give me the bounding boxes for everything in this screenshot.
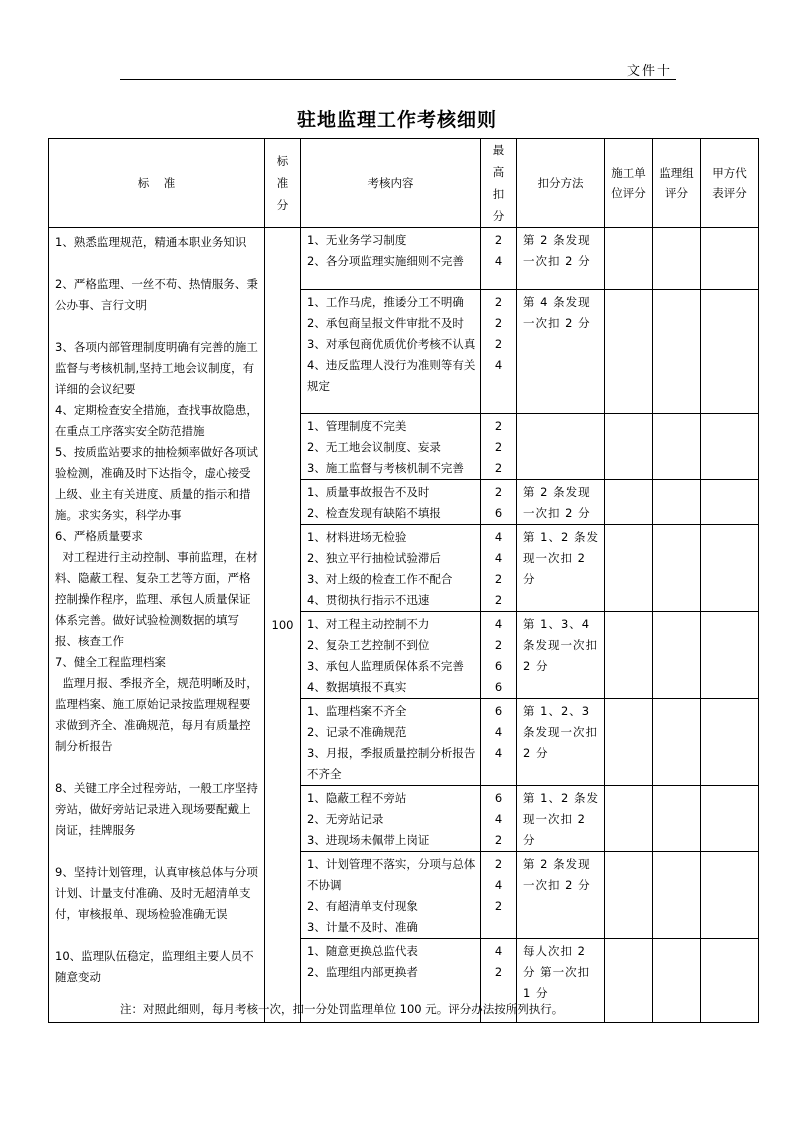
standard-item: 对工程进行主动控制、事前监理，在材料、隐蔽工程、复杂工艺等方面，严格控制操作程序，监理、承包人质量保证体系完善。做好试验检测数据的填写报、核查工作 [55,550,258,648]
content-item: 1、管理制度不完美 [307,419,407,433]
deduct-value: 2 [494,638,503,652]
content-item: 1、工作马虎，推诿分工不明确 [307,295,464,309]
content-item: 1、随意更换总监代表 [307,944,418,958]
content-cell [301,228,481,290]
deduct-value: 2 [494,316,503,330]
max-deduct-cell [481,786,517,852]
method-cell [517,414,605,480]
standard-item: 10、监理队伍稳定，监理组主要人员不随意变动 [55,949,254,984]
doc-label: 文件十 [627,64,673,79]
max-deduct-cell [481,414,517,480]
owner-score-cell[interactable] [701,414,759,480]
standard-item [55,925,260,946]
header-content: 考核内容 [301,139,481,228]
supervision-score-cell[interactable] [653,525,701,612]
standard-item: 4、定期检查安全措施，查找事故隐患，在重点工序落实安全防范措施 [55,403,258,438]
supervision-score-cell[interactable] [653,228,701,290]
deduct-value: 6 [494,791,503,805]
content-item: 2、独立平行抽检试验滞后 [307,551,441,565]
method-cell: 第 1、2 条发现一次扣 2 分 [517,786,605,852]
deduct-value: 2 [494,572,503,586]
content-cell [301,290,481,414]
supervision-score-cell[interactable] [653,480,701,525]
deduct-value: 4 [494,254,503,268]
deduct-value: 6 [494,680,503,694]
supervision-score-cell[interactable] [653,852,701,939]
content-item: 4、违反监理人没行为准则等有关规定 [307,358,476,393]
standards-cell [49,228,265,1023]
contractor-score-cell[interactable] [605,612,653,699]
contractor-score-cell[interactable] [605,786,653,852]
deduct-value: 2 [494,485,503,499]
content-item: 4、数据填报不真实 [307,680,407,694]
content-item: 1、质量事故报告不及时 [307,485,430,499]
content-item: 1、无业务学习制度 [307,233,407,247]
supervision-score-cell[interactable] [653,699,701,786]
total-score-cell: 100 [265,228,301,1023]
deduct-value: 4 [494,551,503,565]
method-cell: 第 1、2、3 条发现一次扣 2 分 [517,699,605,786]
standard-item: 3、各项内部管理制度明确有完善的施工监督与考核机制,坚持工地会议制度，有详细的会议纪要 [55,340,258,396]
method-cell: 第 2 条发现一次扣 2 分 [517,480,605,525]
header-max-deduct: 最高扣分 [481,139,517,228]
deduct-value: 4 [494,878,503,892]
owner-score-cell[interactable] [701,480,759,525]
deduct-value: 4 [494,944,503,958]
supervision-score-cell[interactable] [653,786,701,852]
content-cell [301,852,481,939]
owner-score-cell[interactable] [701,852,759,939]
deduct-value: 2 [494,419,503,433]
max-deduct-cell [481,480,517,525]
deduct-value: 2 [494,461,503,475]
method-cell: 第 1、2 条发现一次扣 2 分 [517,525,605,612]
max-deduct-cell [481,612,517,699]
deduct-value: 4 [494,725,503,739]
content-item: 3、承包人监理质保体系不完善 [307,659,464,673]
content-item: 2、监理组内部更换者 [307,965,418,979]
content-item: 2、检查发现有缺陷不填报 [307,506,441,520]
header-standard: 标 准 [49,139,265,228]
deduct-value: 2 [494,337,503,351]
standard-item: 9、坚持计划管理，认真审核总体与分项计划、计量支付准确、及时无超清单支付，审核报单、现场检验准确无误 [55,865,258,921]
header-rule [120,79,676,80]
contractor-score-cell[interactable] [605,525,653,612]
contractor-score-cell[interactable] [605,939,653,1023]
deduct-value: 2 [494,833,503,847]
header-standard-score: 标准分 [265,139,301,228]
content-item: 2、无旁站记录 [307,812,384,826]
standard-item [55,841,260,862]
header-row [49,139,759,228]
assessment-table-wrapper [48,138,758,1000]
standard-item: 监理月报、季报齐全，规范明晰及时，监理档案、施工原始记录按监理规程要求做到齐全、准确规范，每月有质量控制分析报告 [55,676,258,753]
contractor-score-cell[interactable] [605,414,653,480]
owner-score-cell[interactable] [701,525,759,612]
content-cell [301,612,481,699]
content-item: 4、贯彻执行指示不迅速 [307,593,430,607]
content-item: 2、有超清单支付现象 [307,899,418,913]
standard-item: 7、健全工程监理档案 [55,655,166,669]
supervision-score-cell[interactable] [653,939,701,1023]
method-cell: 第 2 条发现一次扣 2 分 [517,852,605,939]
standard-item: 8、关键工序全过程旁站，一般工序坚持旁站，做好旁站记录进入现场要配戴上岗证，挂牌服务 [55,781,258,837]
supervision-score-cell[interactable] [653,612,701,699]
standard-item: 5、按质监站要求的抽检频率做好各项试验检测，准确及时下达指令，虚心接受上级、业主有关进度、质量的指示和措施。求实务实，科学办事 [55,445,258,522]
content-item: 1、材料进场无检验 [307,530,407,544]
standard-item [55,757,260,778]
max-deduct-cell [481,852,517,939]
method-cell: 第 2 条发现一次扣 2 分 [517,228,605,290]
deduct-value: 2 [494,899,503,913]
owner-score-cell[interactable] [701,699,759,786]
owner-score-cell[interactable] [701,939,759,1023]
standard-item [55,316,260,337]
content-item: 2、无工地会议制度、妄录 [307,440,441,454]
deduct-value: 6 [494,659,503,673]
content-cell [301,414,481,480]
deduct-value: 2 [494,295,503,309]
standard-item: 2、严格监理、一丝不苟、热情服务、秉公办事、言行文明 [55,277,258,312]
max-deduct-cell [481,525,517,612]
content-cell [301,786,481,852]
owner-score-cell[interactable] [701,290,759,414]
content-item: 3、施工监督与考核机制不完善 [307,461,464,475]
deduct-value: 2 [494,440,503,454]
contractor-score-cell[interactable] [605,480,653,525]
supervision-score-cell[interactable] [653,414,701,480]
contractor-score-cell[interactable] [605,852,653,939]
max-deduct-cell [481,699,517,786]
content-cell [301,699,481,786]
content-item: 2、承包商呈报文件审批不及时 [307,316,464,330]
deduct-value: 4 [494,358,503,372]
standard-item: 6、严格质量要求 [55,529,143,543]
deduct-value: 4 [494,812,503,826]
standard-item [55,253,260,274]
content-cell [301,480,481,525]
deduct-value: 2 [494,965,503,979]
content-item: 1、监理档案不齐全 [307,704,407,718]
deduct-value: 6 [494,506,503,520]
header-supervision-score: 监理组评分 [653,139,701,228]
deduct-value: 2 [494,233,503,247]
supervision-score-cell[interactable] [653,290,701,414]
header-method: 扣分方法 [517,139,605,228]
page-title: 驻地监理工作考核细则 [296,109,497,131]
contractor-score-cell[interactable] [605,699,653,786]
contractor-score-cell[interactable] [605,290,653,414]
method-cell: 第 4 条发现一次扣 2 分 [517,290,605,414]
assessment-row [49,228,759,290]
deduct-value: 6 [494,704,503,718]
owner-score-cell[interactable] [701,612,759,699]
method-cell: 每人次扣 2 分 第一次扣 1 分 [517,939,605,1023]
max-deduct-cell [481,228,517,290]
standard-item: 1、熟悉监理规范，精通本职业务知识 [55,235,247,249]
content-item: 1、对工程主动控制不力 [307,617,430,631]
deduct-value: 4 [494,746,503,760]
max-deduct-cell [481,290,517,414]
assessment-table [48,138,759,1023]
content-cell [301,525,481,612]
content-item: 1、计划管理不落实，分项与总体不协调 [307,857,476,892]
deduct-value: 4 [494,530,503,544]
contractor-score-cell[interactable] [605,228,653,290]
content-item: 3、月报，季报质量控制分析报告不齐全 [307,746,476,781]
content-item: 2、记录不准确规范 [307,725,407,739]
content-item: 1、隐蔽工程不旁站 [307,791,407,805]
owner-score-cell[interactable] [701,228,759,290]
content-item: 3、对上级的检查工作不配合 [307,572,453,586]
deduct-value: 2 [494,593,503,607]
header-owner-score: 甲方代表评分 [701,139,759,228]
content-item: 3、进现场未佩带上岗证 [307,833,430,847]
method-cell: 第 1、3、4 条发现一次扣 2 分 [517,612,605,699]
content-item: 2、各分项监理实施细则不完善 [307,254,464,268]
footnote: 注：对照此细则，每月考核一次，扣一分处罚监理单位 100 元。评分办法按所列执行。 [120,1002,564,1016]
header-contractor-score: 施工单位评分 [605,139,653,228]
content-item: 3、计量不及时、准确 [307,920,418,934]
deduct-value: 2 [494,857,503,871]
owner-score-cell[interactable] [701,786,759,852]
deduct-value: 4 [494,617,503,631]
content-item: 3、对承包商优质优价考核不认真 [307,337,476,351]
content-item: 2、复杂工艺控制不到位 [307,638,430,652]
